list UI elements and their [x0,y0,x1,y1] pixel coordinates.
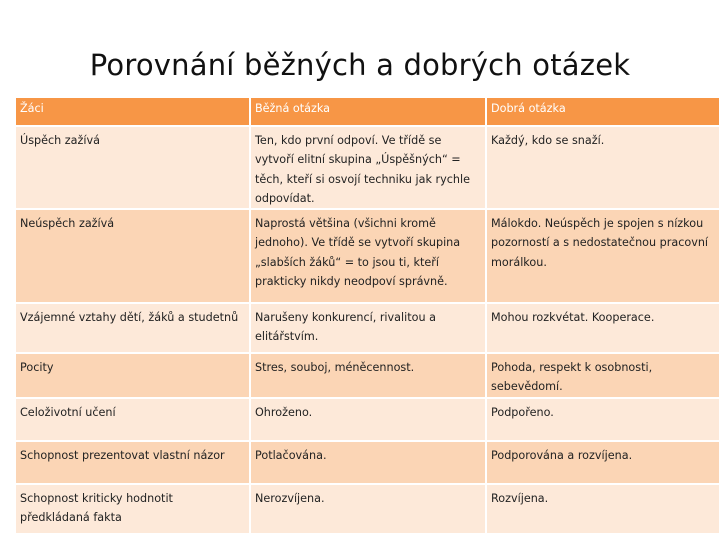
row-label: Úspěch zažívá [16,126,250,209]
common-cell: Stres, souboj, méněcennost. [250,353,486,398]
common-cell: Ohroženo. [250,398,486,441]
good-cell: Rozvíjena. [486,484,720,534]
good-cell: Podpořeno. [486,398,720,441]
table-row [16,303,720,353]
good-cell: Podporována a rozvíjena. [486,441,720,484]
common-cell: Potlačována. [250,441,486,484]
table-row [16,398,720,441]
common-cell: Naprostá většina (všichni kromě jednoho). Ve třídě se vytvoří skupina „slabších žáků“ = to jsou ti, kteří prakticky nikdy neodpoví správně. [250,209,486,303]
table-row [16,353,720,398]
table-row [16,441,720,484]
header-students: Žáci [16,98,250,126]
table-row [16,126,720,209]
table-row [16,484,720,534]
table-row [16,209,720,303]
row-label: Schopnost kriticky hodnotit předkládaná fakta [16,484,250,534]
row-label: Celoživotní učení [16,398,250,441]
header-good-question: Dobrá otázka [486,98,720,126]
good-cell: Každý, kdo se snaží. [486,126,720,209]
common-cell: Ten, kdo první odpoví. Ve třídě se vytvoří elitní skupina „Úspěšných“ = těch, kteří si osvojí techniku jak rychle odpovídat. [250,126,486,209]
good-cell: Málokdo. Neúspěch je spojen s nízkou pozorností a s nedostatečnou pracovní morálkou. [486,209,720,303]
comparison-table [16,98,720,535]
good-cell: Pohoda, respekt k osobnosti, sebevědomí. [486,353,720,398]
table-header-row [16,98,720,126]
common-cell: Narušeny konkurencí, rivalitou a elitářstvím. [250,303,486,353]
row-label: Pocity [16,353,250,398]
good-cell: Mohou rozkvétat. Kooperace. [486,303,720,353]
common-cell: Nerozvíjena. [250,484,486,534]
row-label: Neúspěch zažívá [16,209,250,303]
row-label: Schopnost prezentovat vlastní názor [16,441,250,484]
slide-title: Porovnání běžných a dobrých otázek [89,48,631,82]
row-label: Vzájemné vztahy dětí, žáků a studetnů [16,303,250,353]
header-common-question: Běžná otázka [250,98,486,126]
